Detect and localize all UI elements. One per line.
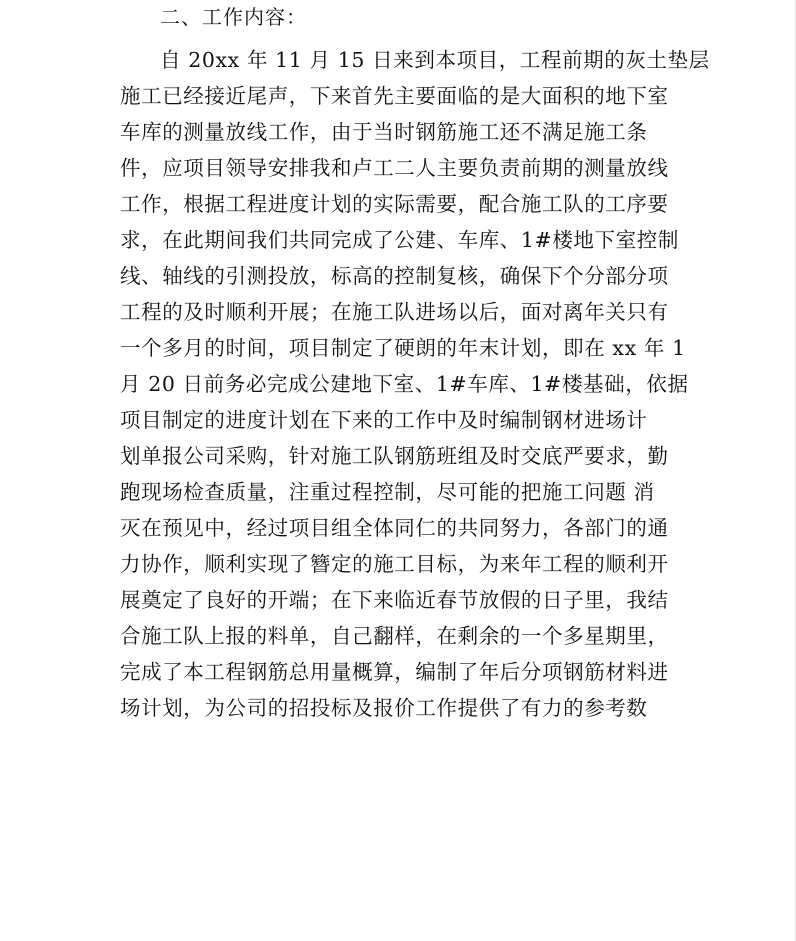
paragraph-line: 线、轴线的引测投放，标高的控制复核，确保下个分部分项: [120, 264, 669, 288]
paragraph-line: 施工已经接近尾声，下来首先主要面临的是大面积的地下室: [120, 84, 669, 108]
paragraph-line: 完成了本工程钢筋总用量概算，编制了年后分项钢筋材料进: [120, 660, 669, 684]
paragraph-line: 一个多月的时间，项目制定了硬朗的年末计划，即在 xx 年 1: [120, 336, 686, 360]
paragraph-line: 跑现场检查质量，注重过程控制，尽可能的把施工问题 消: [120, 480, 655, 504]
paragraph-line: 自 20xx 年 11 月 15 日来到本项目，工程前期的灰土垫层: [160, 48, 710, 72]
paragraph-line: 工作，根据工程进度计划的实际需要，配合施工队的工序要: [120, 192, 669, 216]
paragraph-line: 项目制定的进度计划在下来的工作中及时编制钢材进场计: [120, 408, 648, 432]
paragraph-line: 月 20 日前务必完成公建地下室、1#车库、1#楼基础，依据: [120, 372, 689, 396]
paragraph-line: 工程的及时顺利开展；在施工队进场以后，面对离年关只有: [120, 300, 669, 324]
section-heading: 二、工作内容：: [160, 5, 307, 29]
paragraph-line: 划单报公司采购，针对施工队钢筋班组及时交底严要求，勤: [120, 444, 669, 468]
paragraph-line: 合施工队上报的料单，自己翻样，在剩余的一个多星期里，: [120, 624, 669, 648]
paragraph-line: 灭在预见中，经过项目组全体同仁的共同努力，各部门的通: [120, 516, 669, 540]
paragraph-line: 展奠定了良好的开端；在下来临近春节放假的日子里，我结: [120, 588, 669, 612]
paragraph-line: 件，应项目领导安排我和卢工二人主要负责前期的测量放线: [120, 156, 669, 180]
paragraph-line: 场计划，为公司的招投标及报价工作提供了有力的参考数: [120, 696, 648, 720]
paragraph-line: 求，在此期间我们共同完成了公建、车库、1#楼地下室控制: [120, 228, 679, 252]
paragraph-line: 力协作，顺利实现了簪定的施工目标，为来年工程的顺利开: [120, 552, 669, 576]
paragraph-line: 车库的测量放线工作，由于当时钢筋施工还不满足施工条: [120, 120, 648, 144]
